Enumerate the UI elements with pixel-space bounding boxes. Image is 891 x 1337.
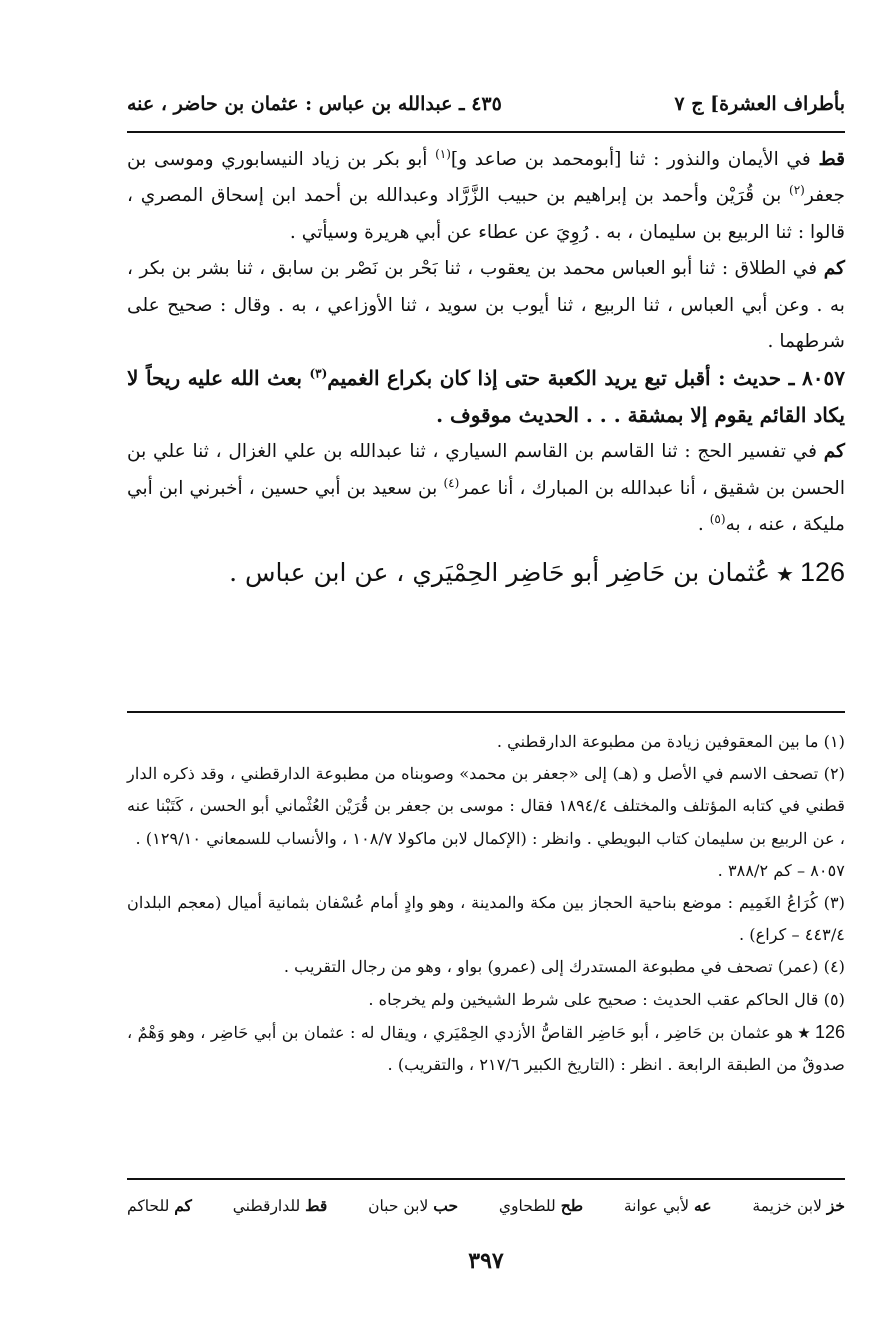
footnote-marker: (٥) [709, 512, 726, 527]
abbrev-name: لابن حبان [368, 1196, 429, 1215]
abbreviation-rule [127, 1178, 845, 1180]
abbrev-code: طح [560, 1195, 584, 1215]
abbrev-item [127, 1196, 192, 1215]
text-run: في الأيمان والنذور : ثنا [أبومحمد بن صاعد و] [450, 149, 819, 170]
abbrev-item [499, 1196, 583, 1215]
running-header [127, 88, 845, 120]
abbrev-item [624, 1196, 712, 1215]
star-icon: ★ [776, 561, 794, 586]
abbrev-name: للدارقطني [232, 1196, 301, 1215]
footnote-rule [127, 711, 845, 713]
main-text [127, 142, 845, 596]
header-rule [127, 131, 845, 133]
footnote-entry [127, 1016, 845, 1081]
abbrev-code: قط [305, 1195, 328, 1215]
abbrev-item [233, 1196, 328, 1215]
abbrev-code: عه [693, 1195, 712, 1215]
entry-number: 126 [799, 556, 845, 587]
footnote-entry-number: 126 [814, 1021, 845, 1042]
header-chapter: ٤٣٥ ـ عبدالله بن عباس : عثمان بن حاضر ، عنه [127, 93, 502, 115]
footnote-5: (٥) قال الحاكم عقب الحديث : صحيح على شرط الشيخين ولم يخرجاه . [368, 989, 845, 1009]
footnote-marker: (٢) [789, 183, 805, 198]
footnote-2: (٢) تصحف الاسم في الأصل و (هـ) إلى «جعفر بن محمد» وصوبناه من مطبوعة الدارقطني ، وقد ذكره الدار قطني في كتابه المؤتلف والمختلف ١٨٩٤/٤ فقال : موسى بن جعفر بن قُرَيْن العُثْماني أبو الحسن ، كَتَبْنا عنه ، عن الربيع بن سليمان كتاب البويطي . وانظر : (الإكمال لابن ماكولا ١٠٨/٧ ، والأنساب للسمعاني ١٢٩/١٠) . [127, 764, 845, 848]
page-number: ٣٩٧ [468, 1248, 504, 1274]
abbrev-code: خز [826, 1195, 845, 1215]
document-page [127, 0, 845, 1337]
footnote-1: (١) ما بين المعقوفين زيادة من مطبوعة الدارقطني . [496, 732, 845, 751]
text-run: بعث الله عليه ريحاً لا يكاد القائم يقوم إلا بمشقة . . . الحديث موقوف . [127, 366, 845, 428]
narrator-entry [127, 550, 845, 596]
hadith-8057 [127, 360, 845, 434]
abbrev-name: لابن خزيمة [752, 1196, 822, 1215]
abbrev-name: للحاكم [127, 1196, 170, 1215]
footnotes [127, 726, 845, 1081]
footnote-entry-text: هو عثمان بن حَاضِر ، أبو حَاضِر القاصُّ الأزدي الحِمْيَري ، ويقال له : عثمان بن أبي حَاضِر ، وهو وَهْمٌ ، صدوقٌ من الطبقة الرابعة . انظر : (التاريخ الكبير ٢١٧/٦ ، والتقريب) . [127, 1022, 845, 1075]
star-icon: ★ [797, 1023, 811, 1042]
header-volume: بأطراف العشرة] ج ٧ [674, 93, 845, 115]
entry-text: عُثمان بن حَاضِر أبو حَاضِر الحِمْيَري ، عن ابن عباس . [229, 557, 770, 587]
source-code: قط [818, 149, 845, 170]
abbreviation-key [127, 1188, 845, 1222]
text-run: بن قُرَيْن وأحمد بن إبراهيم بن حبيب الزَّرَّاد وعبدالله بن أحمد ابن إسحاق المصري ، قالوا : ثنا الربيع بن سليمان ، به . رُوِيَ عن عطاء عن أبي هريرة وسيأتي . [127, 185, 845, 243]
text-run: ٨٠٥٧ ـ حديث : أقبل تبع يريد الكعبة حتى إذا كان بكراع الغميم [327, 366, 846, 391]
text-run: بن سعيد بن أبي حسين ، أخبرني ابن أبي مليكة ، عنه ، به [127, 477, 845, 536]
abbrev-item [368, 1196, 458, 1215]
abbrev-name: لأبي عوانة [623, 1196, 690, 1215]
source-code: كم [823, 258, 845, 280]
abbrev-code: كم [174, 1195, 192, 1215]
text-run: . [697, 514, 710, 536]
footnote-marker: (١) [435, 146, 451, 161]
paragraph-qt [127, 142, 845, 251]
paragraph-km [127, 251, 845, 360]
footnote-4: (٤) (عمر) تصحف في مطبوعة المستدرك إلى (عمرو) بواو ، وهو من رجال التقريب . [283, 957, 845, 977]
abbrev-name: للطحاوي [498, 1196, 556, 1215]
text-run: في تفسير الحج : ثنا القاسم بن القاسم السياري ، ثنا عبدالله بن علي الغزال ، ثنا علي بن الحسن بن شقيق ، أنا عبدالله بن المبارك ، أنا عمر [127, 441, 845, 499]
abbrev-code: حب [433, 1195, 459, 1215]
footnote-3: (٣) كُرَاعُ الغَمِيم : موضع بناحية الحجاز بين مكة والمدينة ، وهو وادٍ أمام عُسْفان بثمانية أميال (معجم البلدان ٤٤٣/٤ – كراع) . [127, 893, 845, 945]
footnote-marker: (٣) [309, 366, 328, 381]
footnote-marker: (٤) [443, 475, 460, 490]
source-code: كم [823, 441, 845, 463]
abbrev-item [752, 1196, 845, 1215]
paragraph-km-tafsir [127, 434, 845, 543]
footnote-hadith-ref: ٨٠٥٧ – كم ٣٨٨/٢ . [717, 860, 845, 880]
text-run: في الطلاق : ثنا أبو العباس محمد بن يعقوب ، ثنا بَحْر بن نَصْر بن سابق ، ثنا بشر بن بكر ، به . وعن أبي العباس ، ثنا الربيع ، ثنا أيوب بن سويد ، ثنا الأوزاعي ، به . وقال : صحيح على شرطهما . [127, 258, 845, 353]
text-run: أبو بكر بن زياد النيسابوري وموسى بن جعفر [127, 149, 845, 207]
